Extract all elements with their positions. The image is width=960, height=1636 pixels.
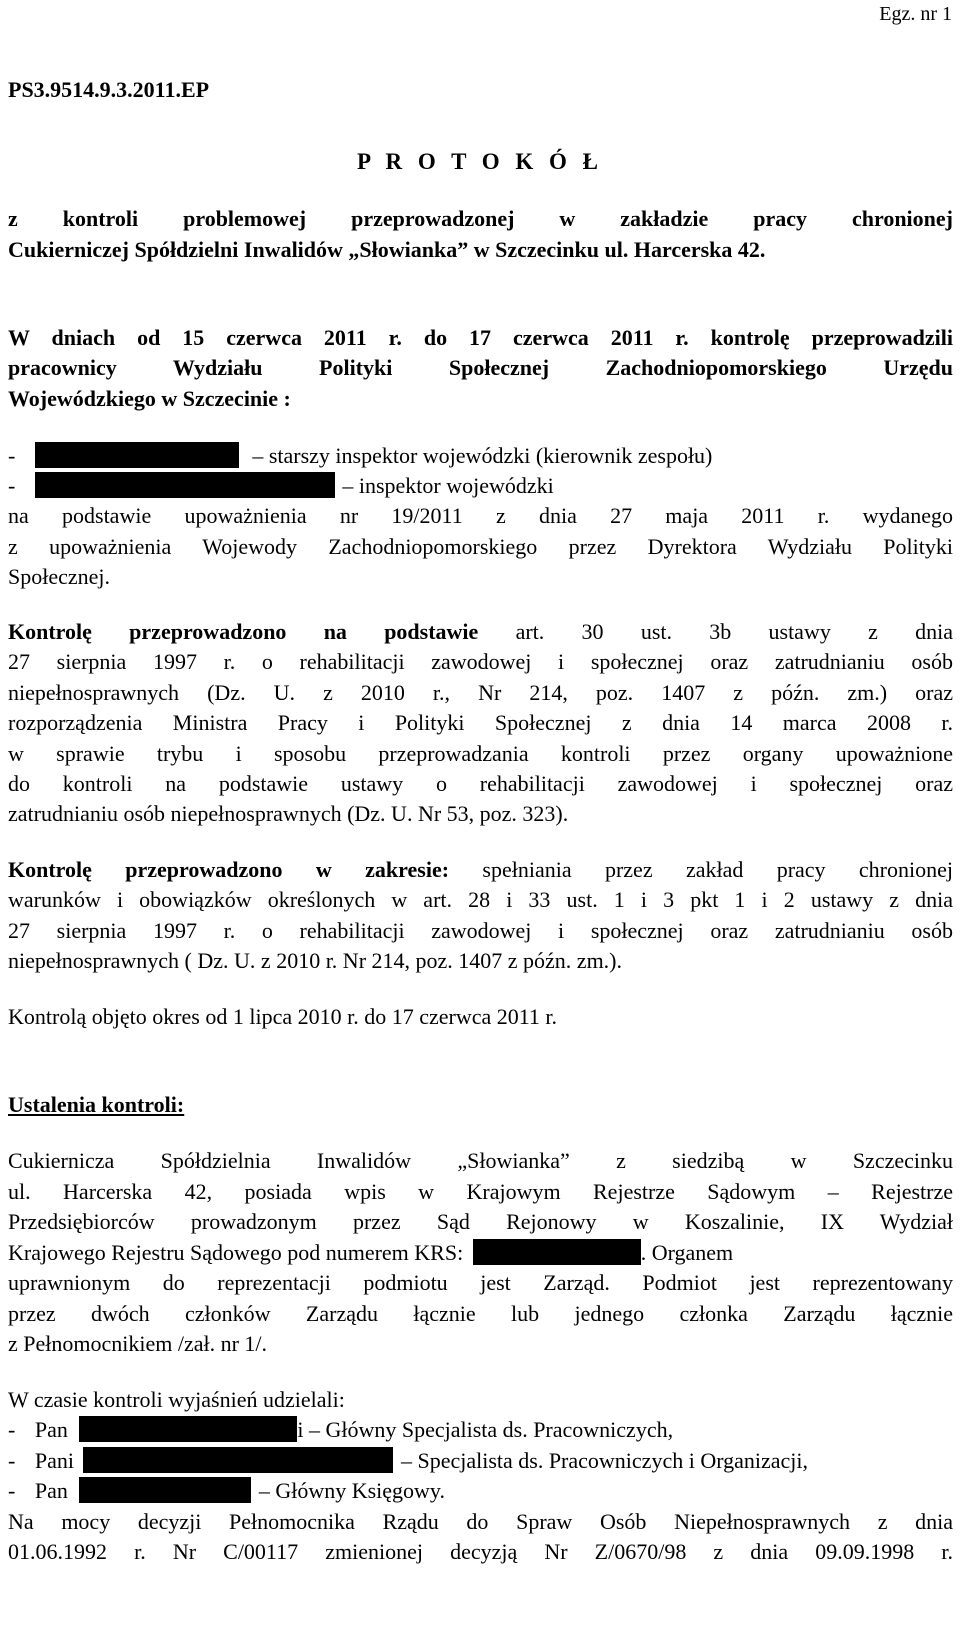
- legal-basis-line-1: [8, 618, 953, 646]
- redacted-name: [79, 1416, 297, 1442]
- explainer-1-role: i – Główny Specjalista ds. Pracowniczych,: [297, 1417, 674, 1442]
- explainer-row-2: [8, 1447, 953, 1475]
- explainer-2-dash: -: [8, 1448, 16, 1473]
- decision-line-1: Na mocy decyzji Pełnomocnika Rządu do Spraw Osób Niepełnosprawnych z dnia: [8, 1509, 953, 1534]
- findings-line-6: przez dwóch członków Zarządu łącznie lub jednego członka Zarządu łącznie: [8, 1301, 953, 1326]
- scope-line-1-rest: spełniania przez zakład pracy chronionej: [449, 857, 953, 882]
- findings-line-5: uprawnionym do reprezentacji podmiotu jest Zarząd. Podmiot jest reprezentowany: [8, 1270, 953, 1295]
- scope-lead: Kontrolę przeprowadzono w zakresie:: [8, 857, 450, 882]
- scope-line-4: niepełnosprawnych ( Dz. U. z 2010 r. Nr 214, poz. 1407 z późn. zm.).: [8, 948, 623, 973]
- legal-basis-line-7: zatrudnianiu osób niepełnosprawnych (Dz. U. Nr 53, poz. 323).: [8, 801, 569, 826]
- legal-basis-line-1-rest: art. 30 ust. 3b ustawy z dnia: [478, 619, 953, 644]
- legal-basis-lead: Kontrolę przeprowadzono na podstawie: [8, 619, 479, 644]
- dates-line-3: Wojewódzkiego w Szczecinie :: [8, 386, 291, 411]
- legal-basis-line-5: w sprawie trybu i sposobu przeprowadzania kontroli przez organy upoważnione: [8, 741, 953, 766]
- findings-heading: Ustalenia kontroli:: [8, 1092, 185, 1117]
- findings-line-4-post: . Organem: [640, 1240, 734, 1265]
- legal-basis-line-4: rozporządzenia Ministra Pracy i Polityki Społecznej z dnia 14 marca 2008 r.: [8, 710, 953, 735]
- findings-line-4: [8, 1239, 953, 1267]
- explainer-row-3: [8, 1477, 953, 1505]
- case-number: PS3.9514.9.3.2011.EP: [8, 77, 210, 102]
- explanations-intro: W czasie kontroli wyjaśnień udzielali:: [8, 1387, 345, 1412]
- findings-line-2: ul. Harcerska 42, posiada wpis w Krajowym Rejestrze Sądowym – Rejestrze: [8, 1179, 953, 1204]
- inspector-2-dash: -: [8, 473, 16, 498]
- inspector-1-role: – starszy inspektor wojewódzki (kierownik zespołu): [252, 443, 713, 468]
- inspector-row-1: [8, 442, 953, 470]
- explainer-row-1: [8, 1416, 953, 1444]
- explainer-1-dash: -: [8, 1417, 16, 1442]
- inspector-1-dash: -: [8, 443, 16, 468]
- explainer-1-title: Pan: [34, 1417, 68, 1442]
- document-title: P R O T O K Ó Ł: [356, 149, 604, 174]
- decision-line-2: 01.06.1992 r. Nr C/00117 zmienionej decyzją Nr Z/0670/98 z dnia 09.09.1998 r.: [8, 1539, 953, 1564]
- findings-line-3: Przedsiębiorców prowadzonym przez Sąd Rejonowy w Koszalinie, IX Wydział: [8, 1209, 953, 1234]
- dates-line-1: W dniach od 15 czerwca 2011 r. do 17 czerwca 2011 r. kontrolę przeprowadzili: [8, 325, 953, 350]
- authorization-line-1: na podstawie upoważnienia nr 19/2011 z dnia 27 maja 2011 r. wydanego: [8, 503, 953, 528]
- explainer-3-title: Pan: [34, 1478, 68, 1503]
- inspector-2-role: – inspektor wojewódzki: [342, 473, 554, 498]
- legal-basis-line-2: 27 sierpnia 1997 r. o rehabilitacji zawodowej i społecznej oraz zatrudnianiu osób: [8, 649, 953, 674]
- inspector-row-2: [8, 472, 953, 500]
- control-period: Kontrolą objęto okres od 1 lipca 2010 r. do 17 czerwca 2011 r.: [8, 1004, 558, 1029]
- copy-number: Egz. nr 1: [879, 3, 952, 25]
- explainer-3-role: – Główny Księgowy.: [258, 1478, 446, 1503]
- explainer-3-dash: -: [8, 1478, 16, 1503]
- legal-basis-line-3: niepełnosprawnych (Dz. U. z 2010 r., Nr 214, poz. 1407 z późn. zm.) oraz: [8, 680, 953, 705]
- findings-line-7: z Pełnomocnikiem /zał. nr 1/.: [8, 1331, 268, 1356]
- intro-line-2: Cukierniczej Spółdzielni Inwalidów „Słowianka” w Szczecinku ul. Harcerska 42.: [8, 237, 766, 262]
- redacted-name: [35, 472, 335, 498]
- explainer-2-title: Pani: [34, 1448, 74, 1473]
- dates-line-2: pracownicy Wydziału Polityki Społecznej Zachodniopomorskiego Urzędu: [8, 355, 953, 380]
- scope-line-2: warunków i obowiązków określonych w art. 28 i 33 ust. 1 i 3 pkt 1 i 2 ustawy z dnia: [8, 887, 953, 912]
- redacted-name: [83, 1447, 393, 1473]
- redacted-name: [79, 1477, 251, 1503]
- authorization-line-3: Społecznej.: [8, 564, 111, 589]
- findings-line-4-pre: Krajowego Rejestru Sądowego pod numerem KRS:: [8, 1240, 464, 1265]
- redacted-name: [35, 442, 239, 468]
- explainer-2-role: – Specjalista ds. Pracowniczych i Organizacji,: [400, 1448, 809, 1473]
- scope-line-1: [8, 856, 953, 884]
- legal-basis-line-6: do kontroli na podstawie ustawy o rehabilitacji zawodowej i społecznej oraz: [8, 771, 953, 796]
- authorization-line-2: z upoważnienia Wojewody Zachodniopomorskiego przez Dyrektora Wydziału Polityki: [8, 534, 953, 559]
- intro-line-1: z kontroli problemowej przeprowadzonej w zakładzie pracy chronionej: [8, 206, 953, 231]
- scope-line-3: 27 sierpnia 1997 r. o rehabilitacji zawodowej i społecznej oraz zatrudnianiu osób: [8, 918, 953, 943]
- findings-line-1: Cukiernicza Spółdzielnia Inwalidów „Słowianka” z siedzibą w Szczecinku: [8, 1148, 953, 1173]
- redacted-krs: [473, 1239, 641, 1265]
